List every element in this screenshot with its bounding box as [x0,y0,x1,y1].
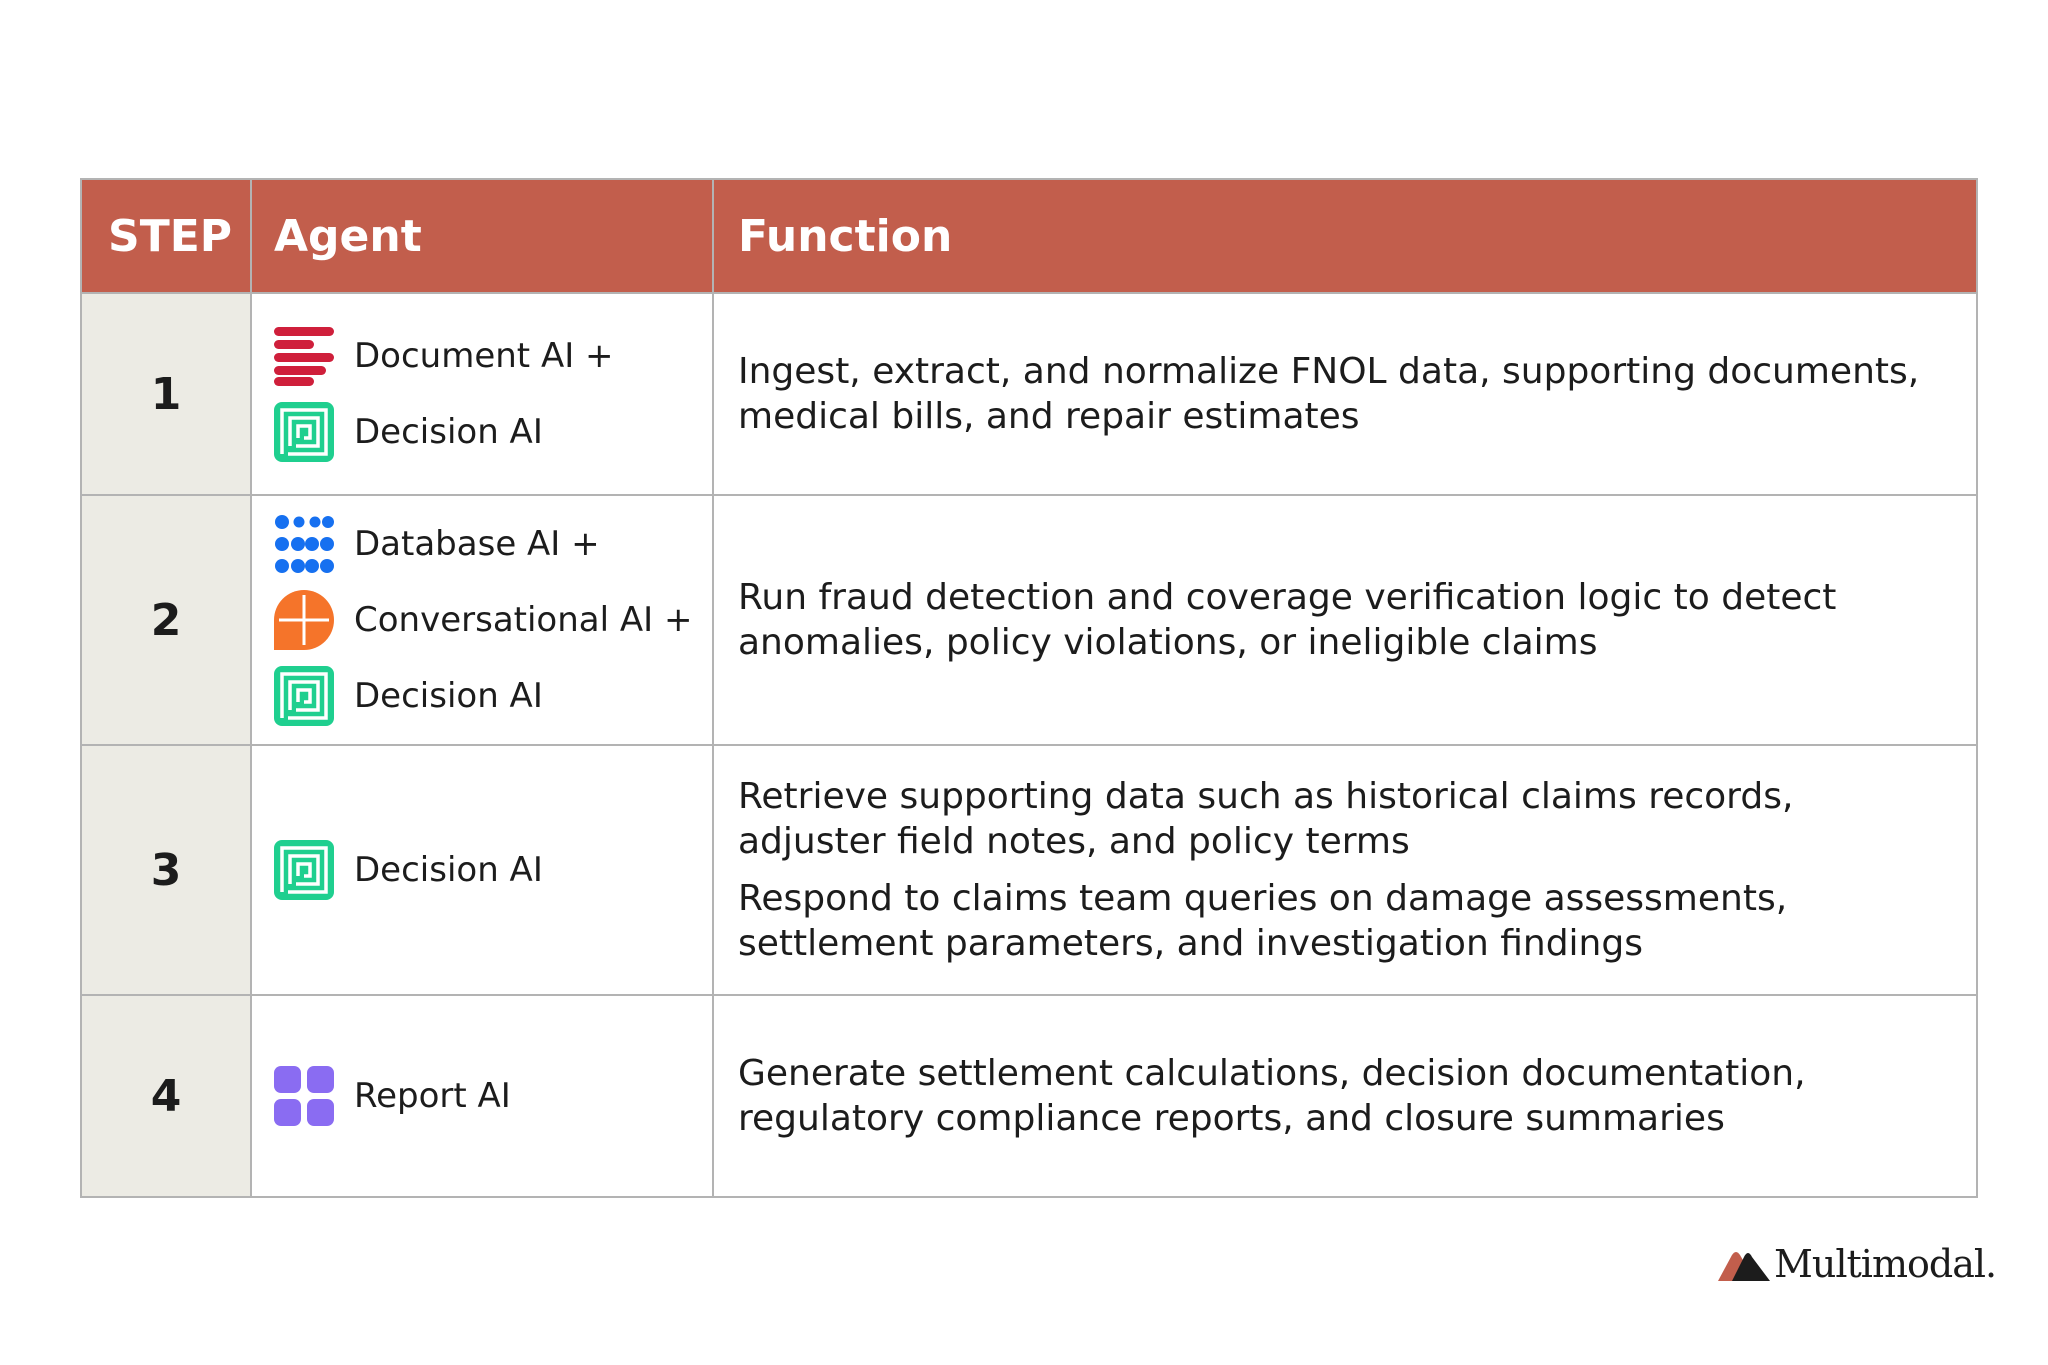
agent-cell [250,294,712,494]
function-text: Ingest, extract, and normalize FNOL data, supporting documents, medical bills, and repair estimates [738,351,1920,437]
report-ai-icon [274,1066,334,1126]
header-step: STEP [108,210,233,262]
agent-item [274,666,692,726]
function-text: Respond to claims team queries on damage assessments, settlement parameters, and investigation findings [738,878,1788,964]
agent-label: Decision AI [354,850,543,890]
agent-cell [250,996,712,1196]
agent-item [274,326,614,386]
logo-text: Multimodal. [1774,1242,1997,1286]
conversational-ai-icon [274,590,334,650]
agent-label: Decision AI [354,412,543,452]
function-text: Run fraud detection and coverage verification logic to detect anomalies, policy violations, or ineligible claims [738,577,1837,663]
document-ai-icon [274,326,334,386]
agent-item [274,590,692,650]
agent-item [274,514,692,574]
agent-item [274,840,543,900]
table-row [82,494,1976,744]
function-cell [712,294,1976,494]
function-text: Generate settlement calculations, decision documentation, regulatory compliance reports, and closure summaries [738,1053,1806,1139]
agent-label: Decision AI [354,676,543,716]
decision-ai-icon [274,402,334,462]
agent-item [274,402,614,462]
decision-ai-icon [274,666,334,726]
step-number: 1 [82,294,250,494]
multimodal-logo [1718,1244,1996,1284]
header-agent: Agent [250,180,712,292]
step-number: 4 [82,996,250,1196]
header-function: Function [712,180,1976,292]
agent-label: Conversational AI + [354,600,693,640]
table-header [82,180,1976,292]
agent-cell [250,496,712,744]
database-ai-icon [274,514,334,574]
function-cell [712,746,1976,994]
function-cell [712,996,1976,1196]
decision-ai-icon [274,840,334,900]
agent-label: Report AI [354,1076,511,1116]
step-number: 2 [82,496,250,744]
table-row [82,744,1976,994]
agent-item [274,1066,511,1126]
function-text: Retrieve supporting data such as historical claims records, adjuster field notes, and policy terms [738,776,1794,862]
table-row [82,292,1976,494]
multimodal-logo-icon [1718,1247,1770,1281]
step-number: 3 [82,746,250,994]
function-cell [712,496,1976,744]
agent-cell [250,746,712,994]
table-row [82,994,1976,1196]
agent-label: Database AI + [354,524,600,564]
agent-steps-table [80,178,1978,1198]
agent-label: Document AI + [354,336,614,376]
